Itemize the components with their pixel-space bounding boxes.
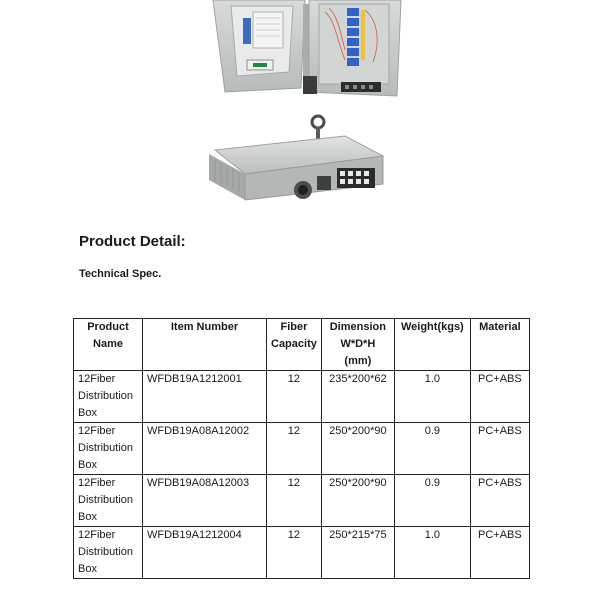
header-fiber-capacity: Fiber Capacity [267, 319, 322, 371]
cell-dimension: 250*215*75 [321, 527, 394, 579]
product-photo-open-box [205, 0, 403, 100]
header-dimension: Dimension W*D*H (mm) [321, 319, 394, 371]
table-row [74, 475, 530, 527]
cell-product-name: 12Fiber Distribution Box [74, 475, 143, 527]
product-detail-heading: Product Detail: [79, 233, 186, 250]
cell-weight: 1.0 [394, 527, 470, 579]
cell-dimension: 235*200*62 [321, 371, 394, 423]
table-row [74, 527, 530, 579]
cell-material: PC+ABS [470, 371, 529, 423]
cell-item-number: WFDB19A1212004 [143, 527, 267, 579]
product-photo-closed-box [205, 112, 385, 212]
cell-fiber-capacity: 12 [267, 423, 322, 475]
cell-weight: 0.9 [394, 423, 470, 475]
table-row [74, 371, 530, 423]
table-row [74, 423, 530, 475]
cell-fiber-capacity: 12 [267, 371, 322, 423]
header-product-name: Product Name [74, 319, 143, 371]
cell-item-number: WFDB19A1212001 [143, 371, 267, 423]
cell-dimension: 250*200*90 [321, 423, 394, 475]
cell-material: PC+ABS [470, 423, 529, 475]
cell-product-name: 12Fiber Distribution Box [74, 423, 143, 475]
table-header-row [74, 319, 530, 371]
cell-item-number: WFDB19A08A12002 [143, 423, 267, 475]
cell-fiber-capacity: 12 [267, 527, 322, 579]
cell-material: PC+ABS [470, 527, 529, 579]
cell-weight: 0.9 [394, 475, 470, 527]
technical-spec-subheading: Technical Spec. [79, 268, 162, 280]
technical-spec-table [73, 318, 530, 579]
header-item-number: Item Number [143, 319, 267, 371]
cell-item-number: WFDB19A08A12003 [143, 475, 267, 527]
cell-dimension: 250*200*90 [321, 475, 394, 527]
header-weight: Weight(kgs) [394, 319, 470, 371]
cell-weight: 1.0 [394, 371, 470, 423]
cell-material: PC+ABS [470, 475, 529, 527]
cell-product-name: 12Fiber Distribution Box [74, 371, 143, 423]
cell-product-name: 12Fiber Distribution Box [74, 527, 143, 579]
header-material: Material [470, 319, 529, 371]
cell-fiber-capacity: 12 [267, 475, 322, 527]
